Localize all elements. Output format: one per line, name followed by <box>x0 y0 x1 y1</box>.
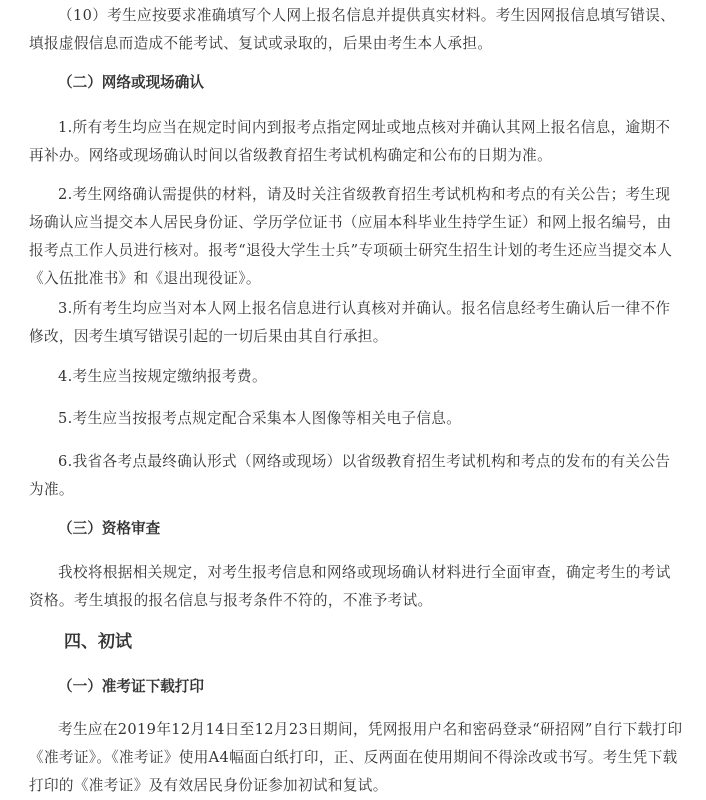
heading-section-4-preliminary-exam: 四、初试 <box>64 632 132 652</box>
paragraph-admission-ticket: 考生应在2019年12月14日至12月23日期间，凭网报用户名和密码登录“研招网”自行下载打印《准考证》。《准考证》使用A4幅面白纸打印，正、反两面在使用期间不得涂改或书写。考生凭下载打印的《准考证》及有效居民身份证参加初试和复试。 <box>29 721 683 794</box>
heading-online-onsite-confirmation: （二）网络或现场确认 <box>58 74 204 91</box>
paragraph-confirm-3: 3.所有考生均应当对本人网上报名信息进行认真核对并确认。报名信息经考生确认后一律不作修改，因考生填写错误引起的一切后果由其自行承担。 <box>29 300 671 345</box>
paragraph-item-10: （10）考生应按要求准确填写个人网上报名信息并提供真实材料。考生因网报信息填写错误、填报虚假信息而造成不能考试、复试或录取的，后果由考生本人承担。 <box>29 7 676 52</box>
paragraph-confirm-5: 5.考生应当按报考点规定配合采集本人图像等相关电子信息。 <box>58 410 462 427</box>
paragraph-qualification-review: 我校将根据相关规定，对考生报考信息和网络或现场确认材料进行全面审查，确定考生的考试资格。考生填报的报名信息与报考条件不符的，不准予考试。 <box>29 564 671 609</box>
heading-admission-ticket-download: （一）准考证下载打印 <box>58 678 204 695</box>
paragraph-confirm-1: 1.所有考生均应当在规定时间内到报考点指定网址或地点核对并确认其网上报名信息，逾期不再补办。网络或现场确认时间以省级教育招生考试机构确定和公布的日期为准。 <box>29 119 671 164</box>
paragraph-confirm-4: 4.考生应当按规定缴纳报考费。 <box>58 368 267 385</box>
paragraph-confirm-6: 6.我省各考点最终确认形式（网络或现场）以省级教育招生考试机构和考点的发布的有关公告为准。 <box>29 453 671 498</box>
paragraph-confirm-2: 2.考生网络确认需提供的材料，请及时关注省级教育招生考试机构和考点的有关公告；考生现场确认应当提交本人居民身份证、学历学位证书（应届本科毕业生持学生证）和网上报名编号，由报考点工作人员进行核对。报考“退役大学生士兵”专项硕士研究生招生计划的考生还应当提交本人《入伍批准书》和《退出现役证》。 <box>29 186 673 287</box>
heading-qualification-review: （三）资格审查 <box>58 520 161 537</box>
